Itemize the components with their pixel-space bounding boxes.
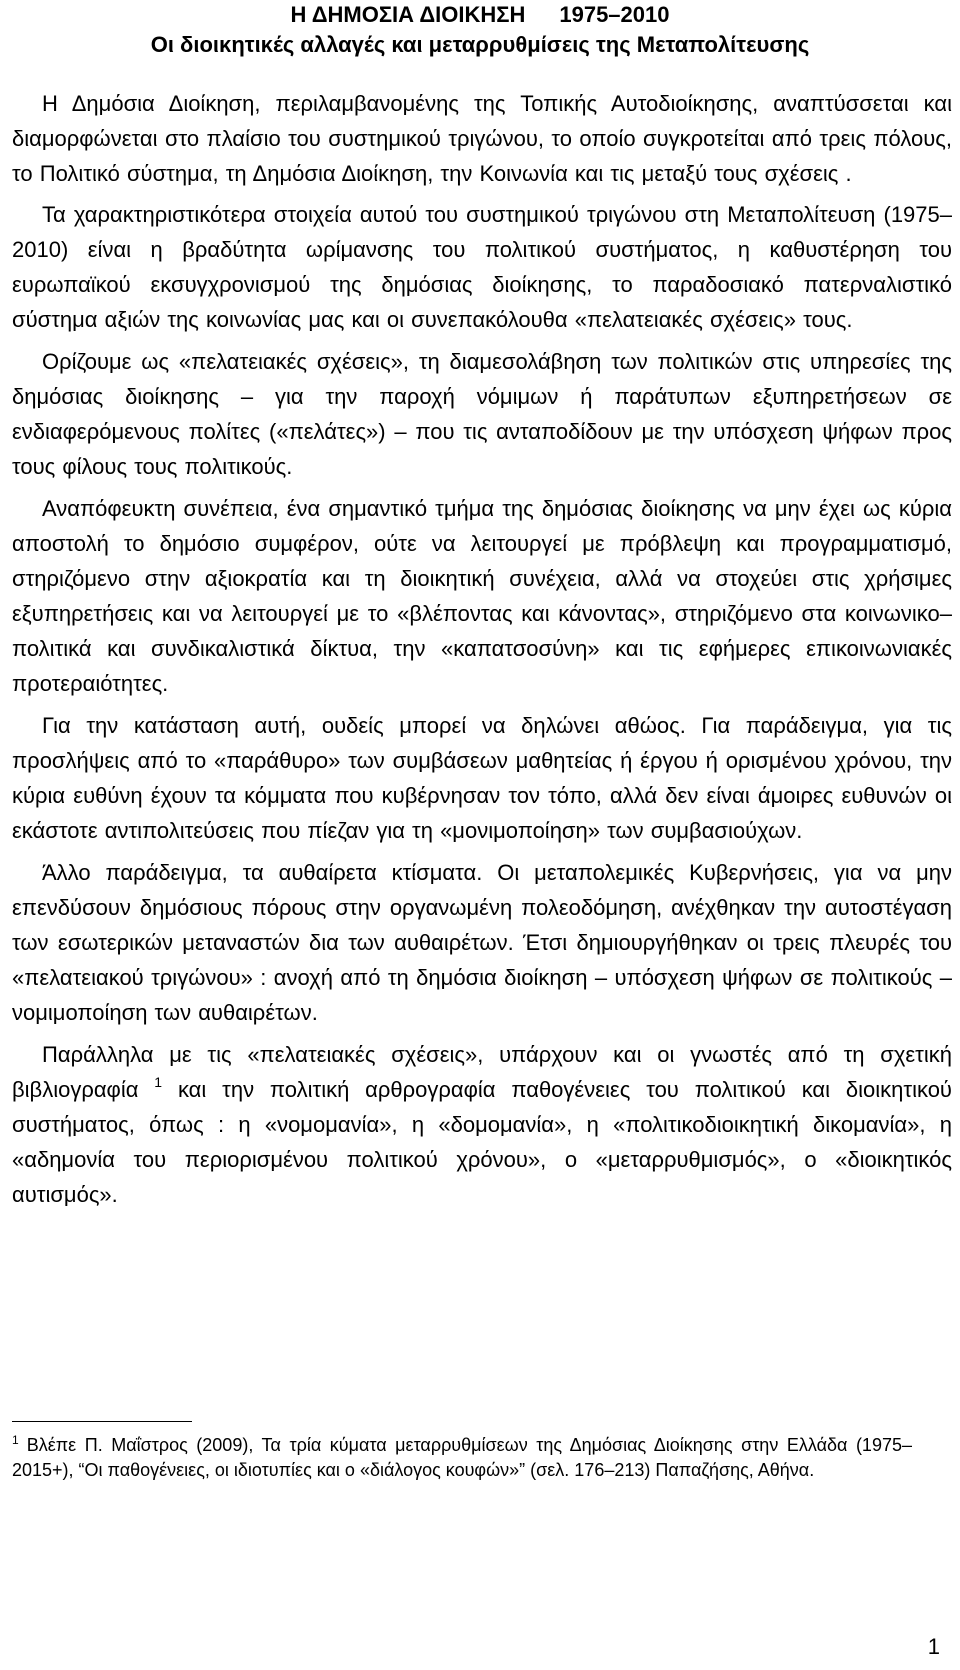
paragraph: Ορίζουμε ως «πελατειακές σχέσεις», τη διαμεσολάβηση των πολιτικών στις υπηρεσίες της δημόσιας διοίκησης – για την παροχή νόμιμων ή παράτυπων εξυπηρετήσεων σε ενδιαφερόμενους πολίτες («πελάτες») – που τις ανταποδίδουν με την υπόσχεση ψήφων προς τους φίλους τους πολιτικούς. <box>12 349 952 479</box>
document-title: Η ΔΗΜΟΣΙΑ ΔΙΟΙΚΗΣΗ <box>290 2 526 27</box>
paragraph-with-footnote <box>12 1037 952 1212</box>
document-body <box>12 86 952 1219</box>
document-header <box>12 0 948 60</box>
document-subtitle: Οι διοικητικές αλλαγές και μεταρρυθμίσεις της Μεταπολίτευσης <box>150 32 810 57</box>
footnote-separator <box>12 1421 192 1422</box>
footnote-reference[interactable]: 1 <box>154 1073 163 1090</box>
paragraph: Τα χαρακτηριστικότερα στοιχεία αυτού του συστημικού τριγώνου στη Μεταπολίτευση (1975–2010) είναι η βραδύτητα ωρίμανσης του πολιτικού συστήματος, η καθυστέρηση του ευρωπαϊκού εκσυγχρονισμού της δημόσιας διοίκησης, το παραδοσιακό πατερναλιστικό σύστημα αξιών της κοινωνίας μας και οι συνεπακόλουθα «πελατειακές σχέσεις» τους. <box>12 202 952 332</box>
title-years: 1975–2010 <box>559 2 670 27</box>
paragraph-text: Παράλληλα με τις «πελατειακές σχέσεις», υπάρχουν και οι γνωστές από τη σχετική βιβλιογραφία <box>12 1042 952 1102</box>
title-row <box>12 0 948 30</box>
footnote-text: Βλέπε Π. Μαΐστρος (2009), Τα τρία κύματα μεταρρυθμίσεων της Δημόσιας Διοίκησης στην Ελλάδα (1975–2015+), “Οι παθογένειες, οι ιδιοτυπίες και ο «διάλογος κουφών»” (σελ. 176–213) Παπαζήσης, Αθήνα. <box>12 1435 912 1480</box>
page-number: 1 <box>927 1634 940 1659</box>
paragraph: Για την κατάσταση αυτή, ουδείς μπορεί να δηλώνει αθώος. Για παράδειγμα, για τις προσλήψεις από το «παράθυρο» των συμβάσεων μαθητείας ή έργου ή ορισμένου χρόνου, την κύρια ευθύνη έχουν τα κόμματα που κυβέρνησαν τον τόπο, αλλά δεν είναι άμοιρες ευθυνών οι εκάστοτε αντιπολιτεύσεις που πίεζαν για τη «μονιμοποίηση» των συμβασιούχων. <box>12 713 952 843</box>
paragraph-text: και την πολιτική αρθρογραφία παθογένειες του πολιτικού και διοικητικού συστήματος, όπως : η «νομομανία», η «δομομανία», η «πολιτικοδιοικητική δικομανία», η «αδημονία του περιορισμένου πολιτικού χρόνου», ο «μεταρρυθμισμός», ο «διοικητικός αυτισμός». <box>12 1077 952 1207</box>
paragraph: Αναπόφευκτη συνέπεια, ένα σημαντικό τμήμα της δημόσιας διοίκησης να μην έχει ως κύρια αποστολή το δημόσιο συμφέρον, ούτε να λειτουργεί με πρόβλεψη και προγραμματισμό, στηριζόμενο στην αξιοκρατία και τη διοικητική συνέχεια, αλλά να στοχεύει στις χρήσιμες εξυπηρετήσεις και να λειτουργεί με το «βλέποντας και κάνοντας», στηριζόμενο στα κοινωνικο–πολιτικά και συνδικαλιστικά δίκτυα, την «καπατσοσύνη» και τις εφήμερες επικοινωνιακές προτεραιότητες. <box>12 496 952 696</box>
paragraph: Άλλο παράδειγμα, τα αυθαίρετα κτίσματα. Οι μεταπολεμικές Κυβερνήσεις, για να μην επενδύσουν δημόσιους πόρους στην οργανωμένη πολεοδόμηση, ανέχθηκαν την αυτοστέγαση των εσωτερικών μεταναστών δια των αυθαιρέτων. Έτσι δημιουργήθηκαν οι τρεις πλευρές του «πελατειακού τριγώνου» : ανοχή από τη δημόσια διοίκηση – υπόσχεση ψήφων σε πολιτικούς – νομιμοποίηση των αυθαιρέτων. <box>12 860 952 1025</box>
footnote-number: 1 <box>12 1433 19 1447</box>
paragraph: Η Δημόσια Διοίκηση, περιλαμβανομένης της Τοπικής Αυτοδιοίκησης, αναπτύσσεται και διαμορφώνεται στο πλαίσιο του συστημικού τριγώνου, το οποίο συγκροτείται από τρεις πόλους, το Πολιτικό σύστημα, τη Δημόσια Διοίκηση, την Κοινωνία και τις μεταξύ τους σχέσεις . <box>12 91 952 186</box>
footnote <box>12 1433 912 1483</box>
